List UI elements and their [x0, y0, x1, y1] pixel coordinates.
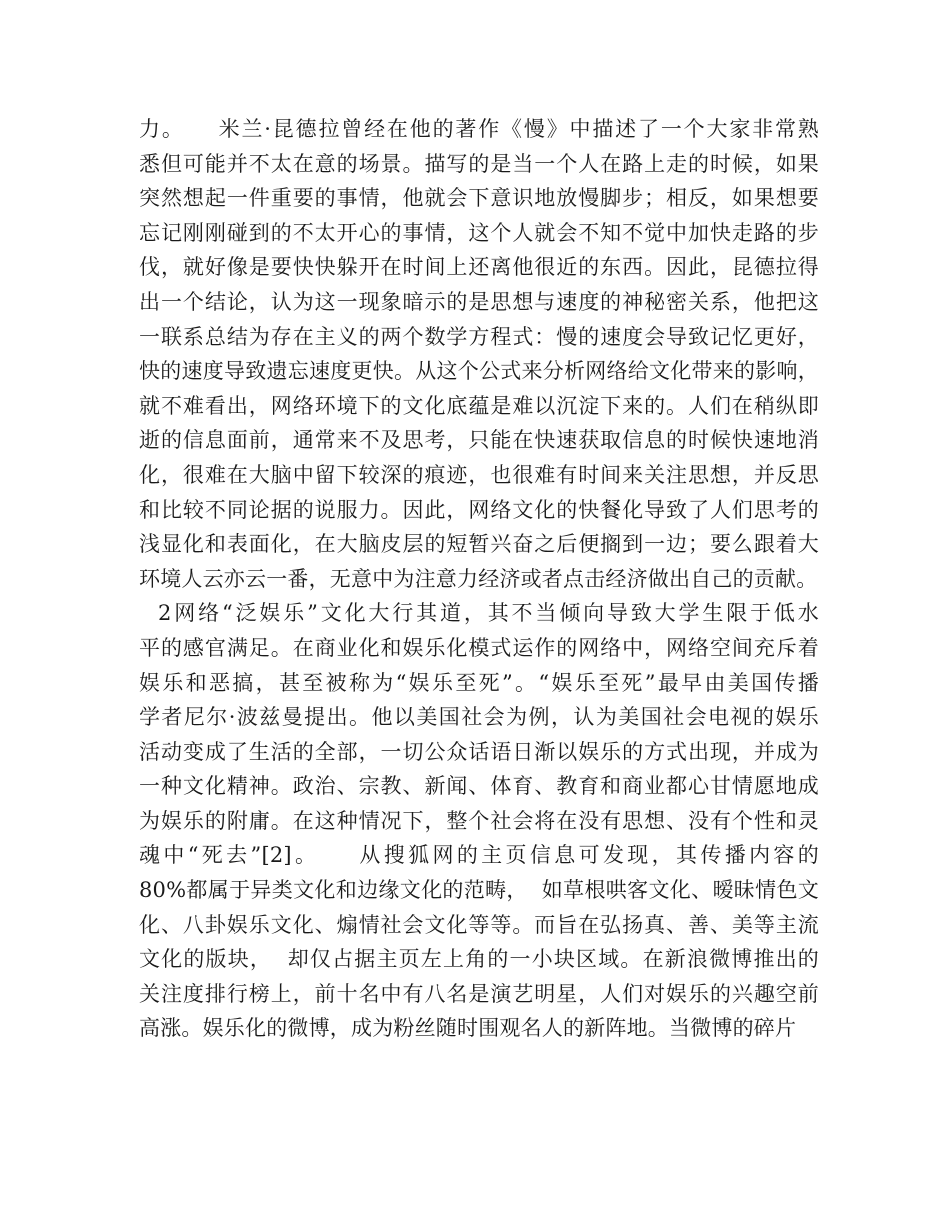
text-line: 高涨。娱乐化的微博，成为粉丝随时围观名人的新阵地。当微博的碎片 [139, 1016, 797, 1041]
text-line: 力。 米兰·昆德拉曾经在他的著作《慢》中描述了一个大家非常熟 [139, 117, 819, 141]
text-line: 化、八卦娱乐文化、煽情社会文化等等。而旨在弘扬真、善、美等主流 [139, 912, 819, 937]
text-line: 80%都属于异类文化和边缘文化的范畴， 如草根哄客文化、暧昧情色文 [139, 878, 819, 903]
text-line: 环境人云亦云一番，无意中为注意力经济或者点击经济做出自己的贡献。 [139, 566, 818, 591]
text-line: 2网络“泛娱乐”文化大行其道，其不当倾向导致大学生限于低水 [139, 601, 819, 626]
text-line: 平的感官满足。在商业化和娱乐化模式运作的网络中，网络空间充斥着 [139, 635, 819, 660]
text-line: 一种文化精神。政治、宗教、新闻、体育、教育和商业都心甘情愿地成 [139, 774, 819, 799]
text-line: 魂中“死去”[2]。 从搜狐网的主页信息可发现，其传播内容的 [139, 843, 819, 868]
text-line: 关注度排行榜上，前十名中有八名是演艺明星，人们对娱乐的兴趣空前 [139, 981, 819, 1006]
text-line: 为娱乐的附庸。在这种情况下，整个社会将在没有思想、没有个性和灵 [139, 808, 819, 833]
text-line: 浅显化和表面化，在大脑皮层的短暂兴奋之后便搁到一边；要么跟着大 [139, 532, 819, 557]
text-line: 就不难看出，网络环境下的文化底蕴是难以沉淀下来的。人们在稍纵即 [139, 393, 819, 418]
text-line: 忘记刚刚碰到的不太开心的事情，这个人就会不知不觉中加快走路的步 [139, 220, 819, 245]
text-line: 快的速度导致遗忘速度更快。从这个公式来分析网络给文化带来的影响， [139, 359, 819, 384]
text-line: 文化的版块， 却仅占据主页左上角的一小块区域。在新浪微博推出的 [139, 947, 819, 972]
text-line: 悉但可能并不太在意的场景。描写的是当一个人在路上走的时候，如果 [139, 151, 819, 176]
text-line: 娱乐和恶搞，甚至被称为“娱乐至死”。“娱乐至死”最早由美国传播 [139, 670, 819, 695]
text-line: 突然想起一件重要的事情，他就会下意识地放慢脚步；相反，如果想要 [139, 186, 819, 211]
text-line: 化，很难在大脑中留下较深的痕迹，也很难有时间来关注思想，并反思 [139, 462, 819, 487]
text-line: 一联系总结为存在主义的两个数学方程式：慢的速度会导致记忆更好， [139, 324, 819, 349]
body-text [139, 112, 819, 1046]
text-line: 逝的信息面前，通常来不及思考，只能在快速获取信息的时候快速地消 [139, 428, 819, 453]
text-line: 学者尼尔·波兹曼提出。他以美国社会为例，认为美国社会电视的娱乐 [139, 705, 819, 730]
text-line: 出一个结论，认为这一现象暗示的是思想与速度的神秘密关系，他把这 [139, 289, 819, 314]
text-line: 伐，就好像是要快快躲开在时间上还离他很近的东西。因此，昆德拉得 [139, 255, 819, 280]
text-line: 和比较不同论据的说服力。因此，网络文化的快餐化导致了人们思考的 [139, 497, 819, 522]
text-line: 活动变成了生活的全部，一切公众话语日渐以娱乐的方式出现，并成为 [139, 739, 819, 764]
